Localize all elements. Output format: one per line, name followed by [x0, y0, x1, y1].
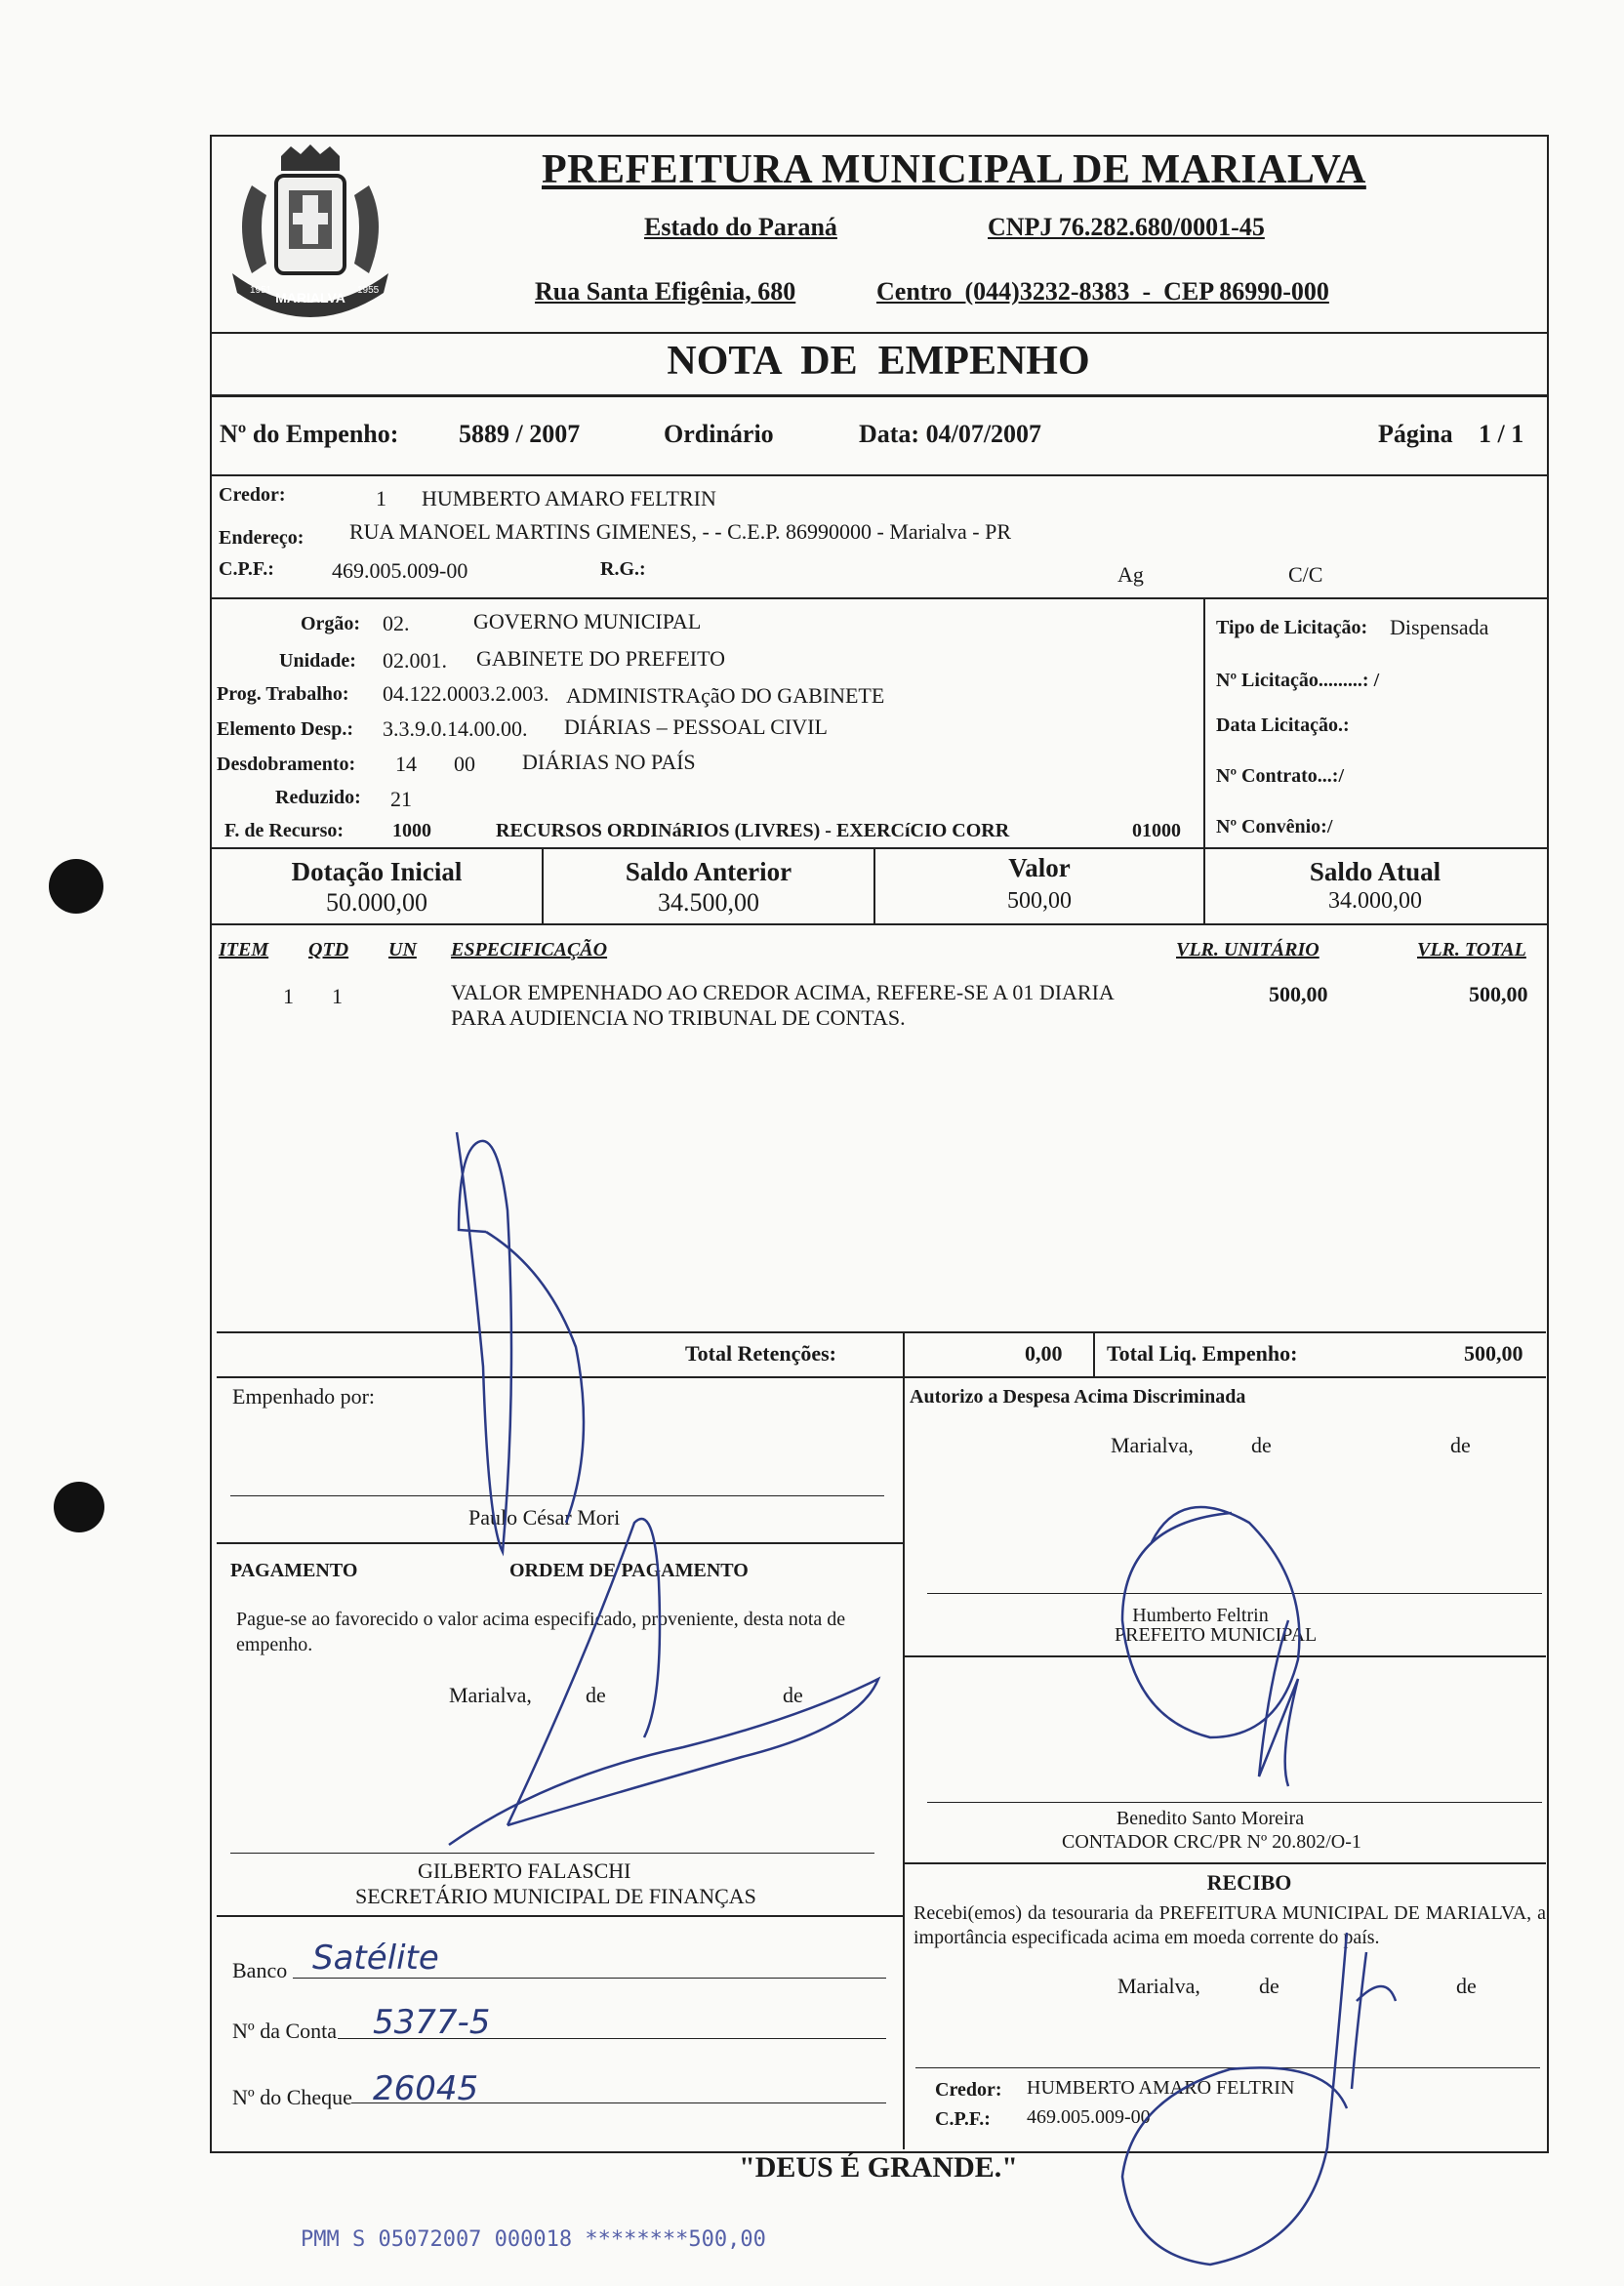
desdobramento-label: Desdobramento:	[217, 754, 356, 775]
conta-value: 5377-5	[373, 2003, 491, 2042]
dotacao-value: 50.000,00	[326, 888, 427, 917]
recurso-label: F. de Recurso:	[224, 820, 345, 841]
cheque-label: Nº do Cheque	[232, 2085, 352, 2109]
data-licitacao: Data Licitação.:	[1216, 714, 1350, 736]
row-item: 1	[283, 984, 294, 1008]
right-de2: de	[1450, 1433, 1471, 1457]
page-label: Página	[1378, 420, 1453, 448]
elemento-name: DIÁRIAS – PESSOAL CIVIL	[564, 714, 828, 739]
col-total: VLR. TOTAL	[1417, 939, 1526, 960]
col-spec: ESPECIFICAÇÃO	[451, 939, 608, 960]
empenho-label: Nº do Empenho:	[220, 420, 399, 448]
prog-label: Prog. Trabalho:	[217, 683, 349, 705]
liq-value: 500,00	[1464, 1341, 1523, 1366]
elemento-label: Elemento Desp.:	[217, 718, 353, 740]
prefeito-name: Humberto Feltrin	[1132, 1605, 1269, 1626]
unidade-label: Unidade:	[279, 650, 356, 672]
row-spec-line1: VALOR EMPENHADO AO CREDOR ACIMA, REFERE-SE A 01 DIARIA	[451, 980, 1115, 1004]
header-state: Estado do Paraná	[644, 213, 837, 241]
secretario-title: SECRETÁRIO MUNICIPAL DE FINANÇAS	[355, 1884, 756, 1908]
desdobramento-code2: 00	[454, 752, 475, 776]
credor-label: Credor:	[219, 484, 286, 506]
secretario-signature	[449, 1679, 878, 1845]
secretario-name: GILBERTO FALASCHI	[418, 1858, 631, 1883]
recibo-place: Marialva,	[1117, 1974, 1200, 1998]
header-address: Rua Santa Efigênia, 680	[535, 277, 796, 306]
num-contrato: Nº Contrato...:/	[1216, 765, 1345, 787]
recibo-de2: de	[1456, 1974, 1477, 1998]
recibo-credor-label: Credor:	[935, 2079, 1002, 2101]
num-convenio: Nº Convênio:/	[1216, 816, 1333, 837]
autorizo-label: Autorizo a Despesa Acima Discriminada	[910, 1386, 1246, 1408]
left-de2: de	[783, 1683, 803, 1707]
col-qtd: QTD	[308, 939, 349, 960]
header-cnpj: CNPJ 76.282.680/0001-45	[988, 213, 1265, 241]
valor-label: Valor	[1008, 853, 1071, 882]
empenho-type: Ordinário	[664, 420, 774, 448]
rg-label: R.G.:	[600, 558, 646, 580]
empenho-date: Data: 04/07/2007	[859, 420, 1042, 448]
conta-label: Nº da Conta	[232, 2019, 338, 2043]
header-contact: Centro (044)3232-8383 - CEP 86990-000	[876, 277, 1329, 306]
row-spec-line2: PARA AUDIENCIA NO TRIBUNAL DE CONTAS.	[451, 1005, 906, 1030]
endereco-value: RUA MANOEL MARTINS GIMENES, - - C.E.P. 86990000 - Marialva - PR	[349, 519, 1012, 544]
footer-stamp: PMM S 05072007 000018 ********500,00	[301, 2227, 766, 2252]
tipo-licitacao-label: Tipo de Licitação:	[1216, 617, 1368, 638]
contador-title: CONTADOR CRC/PR Nº 20.802/O-1	[1062, 1831, 1361, 1853]
page-value: 1 / 1	[1479, 420, 1524, 448]
header-title: PREFEITURA MUNICIPAL DE MARIALVA	[542, 147, 1366, 192]
dotacao-label: Dotação Inicial	[291, 857, 463, 886]
retencoes-value: 0,00	[1025, 1341, 1063, 1366]
cpf-label: C.P.F.:	[219, 558, 274, 580]
recibo-cpf-label: C.P.F.:	[935, 2108, 991, 2130]
orgao-name: GOVERNO MUNICIPAL	[473, 609, 702, 633]
credor-signature	[1122, 1933, 1347, 2265]
cpf-value: 469.005.009-00	[332, 558, 468, 583]
seal-text: MARIALVA	[275, 290, 345, 306]
left-place: Marialva,	[449, 1683, 532, 1707]
reduzido-value: 21	[390, 787, 412, 811]
saldo-anterior-value: 34.500,00	[658, 888, 759, 917]
banco-label: Banco	[232, 1958, 288, 1982]
pagamento-label: PAGAMENTO	[230, 1560, 358, 1581]
seal-year-right: 1955	[357, 285, 380, 296]
recurso-code: 1000	[392, 820, 431, 841]
saldo-atual-value: 34.000,00	[1328, 888, 1422, 914]
tipo-licitacao-value: Dispensada	[1390, 615, 1489, 639]
ag-label: Ag	[1117, 562, 1144, 587]
contador-name: Benedito Santo Moreira	[1116, 1808, 1305, 1829]
credor-code: 1	[376, 486, 386, 510]
recurso-num: 01000	[1132, 820, 1181, 841]
cheque-value: 26045	[373, 2069, 479, 2108]
left-de1: de	[586, 1683, 606, 1707]
seal-year-left: 1951	[250, 285, 272, 296]
recibo-title: RECIBO	[1206, 1870, 1292, 1895]
recibo-text: Recebi(emos) da tesouraria da PREFEITURA MUNICIPAL DE MARIALVA, a importância especificada acima em moeda corrente do país.	[914, 1902, 1546, 1948]
recurso-name: RECURSOS ORDINáRIOS (LIVRES) - EXERCíCIO CORR	[496, 820, 1010, 841]
recibo-cpf-value: 469.005.009-00	[1027, 2106, 1151, 2128]
saldo-atual-label: Saldo Atual	[1309, 857, 1441, 886]
row-qtd: 1	[332, 984, 343, 1008]
prefeito-title: PREFEITO MUNICIPAL	[1115, 1624, 1318, 1646]
saldo-anterior-label: Saldo Anterior	[625, 857, 792, 886]
prog-name: ADMINISTRAçãO DO GABINETE	[566, 683, 885, 708]
retencoes-label: Total Retenções:	[685, 1341, 836, 1366]
col-unit: VLR. UNITÁRIO	[1176, 939, 1320, 960]
credor-name: HUMBERTO AMARO FELTRIN	[422, 486, 716, 510]
right-place: Marialva,	[1111, 1433, 1194, 1457]
footer-motto: "DEUS É GRANDE."	[739, 2151, 1018, 2184]
orgao-code: 02.	[383, 611, 410, 635]
recibo-de1: de	[1259, 1974, 1279, 1998]
recibo-credor-value: HUMBERTO AMARO FELTRIN	[1027, 2077, 1295, 2099]
row-unit: 500,00	[1269, 982, 1328, 1006]
valor-value: 500,00	[1007, 888, 1072, 914]
prog-code: 04.122.0003.2.003.	[383, 681, 549, 706]
empenhado-label: Empenhado por:	[232, 1384, 376, 1408]
endereco-label: Endereço:	[219, 527, 304, 549]
prefeito-signature	[1122, 1507, 1299, 1737]
ordem-pagamento-label: ORDEM DE PAGAMENTO	[509, 1560, 749, 1581]
banco-value: Satélite	[312, 1939, 439, 1978]
empenho-value: 5889 / 2007	[459, 420, 581, 448]
unidade-code: 02.001.	[383, 648, 447, 673]
liq-label: Total Liq. Empenho:	[1107, 1341, 1298, 1366]
doc-title: NOTA DE EMPENHO	[667, 339, 1090, 384]
row-total: 500,00	[1469, 982, 1528, 1006]
right-de1: de	[1251, 1433, 1272, 1457]
cc-label: C/C	[1288, 562, 1323, 587]
desdobramento-name: DIÁRIAS NO PAÍS	[522, 750, 696, 774]
orgao-label: Orgão:	[301, 613, 361, 634]
pague-text: Pague-se ao favorecido o valor acima especificado, proveniente, desta nota de empenho.	[236, 1609, 846, 1655]
reduzido-label: Reduzido:	[275, 787, 361, 808]
unidade-name: GABINETE DO PREFEITO	[476, 646, 726, 671]
initials-signature	[457, 1132, 511, 1552]
elemento-code: 3.3.9.0.14.00.00.	[383, 716, 528, 741]
col-item: ITEM	[219, 939, 269, 960]
col-un: UN	[388, 939, 417, 960]
desdobramento-code1: 14	[395, 752, 417, 776]
empenhado-name: Paulo César Mori	[468, 1505, 621, 1530]
num-licitacao: Nº Licitação.........: /	[1216, 670, 1380, 691]
